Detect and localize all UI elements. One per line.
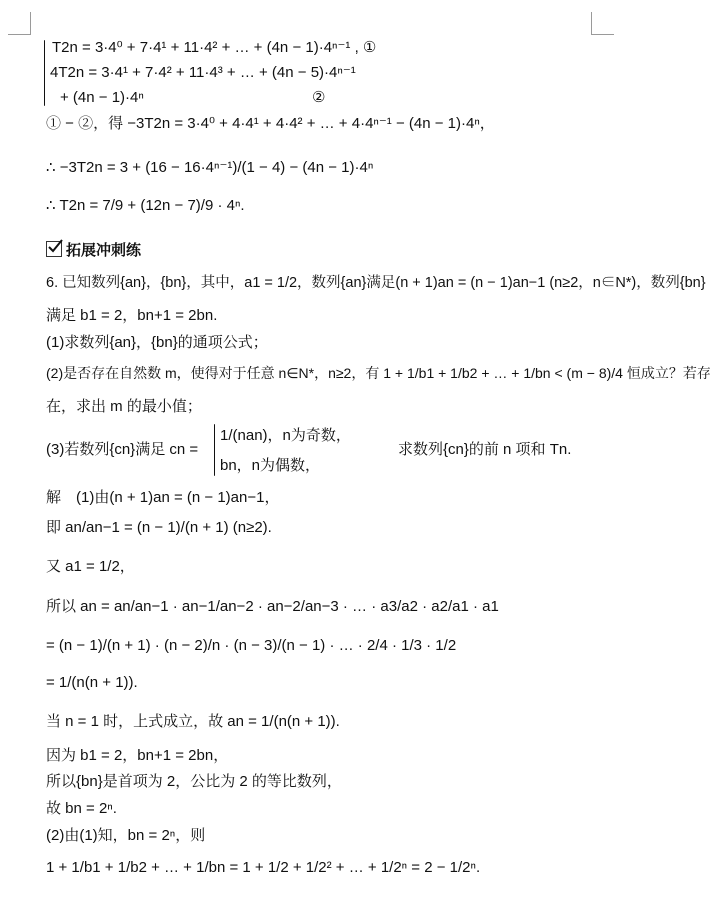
question-2-2-text: 在，求出 m 的最小值； [46, 398, 202, 415]
question-3-case-1-text: 1/(nan)，n为奇数， [220, 427, 351, 444]
solution-8-text: 因为 b1 = 2，bn+1 = 2bn， [46, 747, 229, 764]
question-3-brace [214, 424, 215, 476]
section-header [46, 240, 141, 260]
solution-3-text: 又 a1 = 1/2， [46, 558, 135, 575]
question-3-case-1 [220, 426, 351, 446]
question-1 [46, 333, 268, 353]
question-3-pre-text: (3)若数列{cn}满足 cn = [46, 441, 199, 458]
solution-5-text: = (n − 1)/(n + 1) · (n − 2)/n · (n − 3)/(n − 1) · … · 2/4 · 1/3 · 1/2 [46, 637, 457, 654]
system-brace [44, 40, 45, 106]
solution-line-3 [46, 557, 135, 577]
question-3-case-2-text: bn，n为偶数， [220, 457, 321, 474]
system-line-2-text: 4T2n = 3·4¹ + 7·4² + 11·4³ + … + (4n − 5)·4ⁿ⁻¹ [50, 64, 356, 81]
crop-mark-top-left [8, 12, 31, 35]
solution-line-4 [46, 597, 499, 617]
question-3-pre [46, 440, 198, 460]
solution-4-text: 所以 an = an/an−1 · an−1/an−2 · an−2/an−3 · … · a3/a2 · a2/a1 · a1 [46, 598, 499, 615]
problem-stem-2-text: 满足 b1 = 2，bn+1 = 2bn. [46, 307, 218, 324]
system-line-2 [50, 63, 356, 83]
solution-line-8 [46, 746, 228, 766]
problem-number: 6. [46, 275, 59, 291]
therefore-line-2 [46, 196, 245, 216]
system-line-1 [52, 38, 376, 58]
question-3-post-text: 求数列{cn}的前 n 项和 Tn. [398, 441, 572, 458]
checkbox-icon [46, 241, 62, 257]
solution-line-11 [46, 826, 205, 846]
problem-stem-line-1 [46, 273, 706, 293]
question-2-line-2 [46, 397, 202, 417]
question-1-text: (1)求数列{an}，{bn}的通项公式； [46, 334, 268, 351]
system-line-1-text: T2n = 3·4⁰ + 7·4¹ + 11·4² + … + (4n − 1)·4ⁿ⁻¹ , ① [52, 39, 377, 56]
subtract-line [46, 114, 495, 134]
question-3-case-2 [220, 456, 320, 476]
system-line-3-text: + (4n − 1)·4ⁿ [60, 89, 144, 106]
therefore-line-1 [46, 158, 373, 178]
therefore-1-text: ∴ −3T2n = 3 + (16 − 16·4ⁿ⁻¹)/(1 − 4) − (4n − 1)·4ⁿ [46, 159, 374, 176]
problem-stem-1-text: 已知数列{an}，{bn}，其中，a1 = 1/2，数列{an}满足(n + 1)an = (n − 1)an−1 (n≥2，n∈N*)，数列{bn} [62, 275, 706, 291]
solution-7-text: 当 n = 1 时，上式成立，故 an = 1/(n(n + 1)). [46, 713, 340, 730]
question-2-1-text: (2)是否存在自然数 m，使得对于任意 n∈N*，n≥2，有 1 + 1/b1 + 1/b2 + … + 1/bn < (m − 8)/4 恒成立？若存 [46, 365, 711, 381]
solution-2-text: 即 an/an−1 = (n − 1)/(n + 1) (n≥2). [46, 519, 272, 536]
solution-11-text: (2)由(1)知，bn = 2ⁿ，则 [46, 827, 206, 844]
crop-mark-top-right [591, 12, 614, 35]
question-3-post [398, 440, 571, 460]
solution-line-6 [46, 673, 138, 693]
question-2-line-1 [46, 363, 711, 383]
system-mark-2 [312, 88, 325, 108]
system-line-3 [60, 88, 144, 108]
system-mark-2-text: ② [312, 89, 326, 106]
subtract-text: ① − ②，得 −3T2n = 3·4⁰ + 4·4¹ + 4·4² + … + 4·4ⁿ⁻¹ − (4n − 1)·4ⁿ， [46, 115, 495, 132]
solution-6-text: = 1/(n(n + 1)). [46, 674, 138, 691]
solution-line-12 [46, 858, 480, 878]
section-title: 拓展冲刺练 [66, 241, 142, 259]
solution-line-7 [46, 712, 340, 732]
solution-1-text: 解 (1)由(n + 1)an = (n − 1)an−1， [46, 489, 280, 506]
therefore-2-text: ∴ T2n = 7/9 + (12n − 7)/9 · 4ⁿ. [46, 197, 245, 214]
solution-line-9 [46, 772, 342, 792]
solution-9-text: 所以{bn}是首项为 2，公比为 2 的等比数列， [46, 773, 342, 790]
solution-line-1 [46, 488, 279, 508]
solution-10-text: 故 bn = 2ⁿ. [46, 800, 117, 817]
solution-12-text: 1 + 1/b1 + 1/b2 + … + 1/bn = 1 + 1/2 + 1/2² + … + 1/2ⁿ = 2 − 1/2ⁿ. [46, 859, 481, 876]
solution-line-2 [46, 518, 272, 538]
problem-stem-line-2 [46, 306, 217, 326]
solution-line-5 [46, 636, 456, 656]
solution-line-10 [46, 799, 117, 819]
